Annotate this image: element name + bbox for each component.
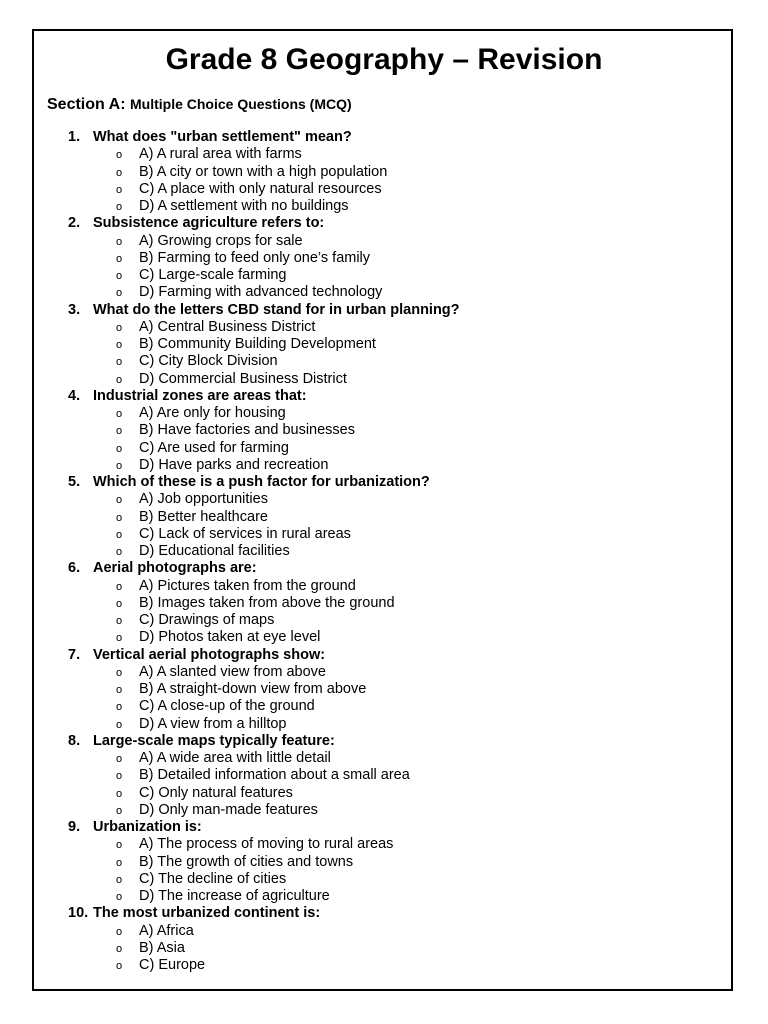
answer-option xyxy=(0,457,768,474)
answer-option xyxy=(0,785,768,802)
answer-option xyxy=(0,595,768,612)
answer-option xyxy=(0,336,768,353)
answer-option xyxy=(0,767,768,784)
circle-bullet-icon: o xyxy=(116,166,123,179)
answer-option xyxy=(0,871,768,888)
circle-bullet-icon: o xyxy=(116,270,123,282)
option-list xyxy=(0,491,768,560)
circle-bullet-icon: o xyxy=(116,753,123,765)
question-item xyxy=(0,647,768,733)
question-header xyxy=(0,560,768,577)
circle-bullet-icon: o xyxy=(116,856,123,869)
answer-option xyxy=(0,233,768,250)
answer-option xyxy=(0,578,768,595)
question-number: 3. xyxy=(68,301,81,318)
question-item xyxy=(0,129,768,215)
answer-option xyxy=(0,509,768,526)
circle-bullet-icon: o xyxy=(116,183,123,196)
answer-option xyxy=(0,940,768,957)
question-header xyxy=(0,905,768,922)
question-header xyxy=(0,733,768,750)
circle-bullet-icon: o xyxy=(116,339,123,351)
answer-option-text: C) Are used for farming xyxy=(139,439,289,456)
option-list xyxy=(0,405,768,474)
circle-bullet-icon: o xyxy=(116,252,123,265)
circle-bullet-icon: o xyxy=(116,960,123,972)
answer-option xyxy=(0,353,768,370)
question-number: 5. xyxy=(68,474,81,490)
question-item xyxy=(0,215,768,301)
answer-option-text: B) Farming to feed only one’s family xyxy=(139,249,371,266)
circle-bullet-icon: o xyxy=(116,425,123,438)
answer-option-text: D) Only man-made features xyxy=(139,801,318,818)
circle-bullet-icon: o xyxy=(116,546,123,558)
circle-bullet-icon: o xyxy=(116,511,123,524)
question-header xyxy=(0,215,768,232)
question-text: Which of these is a push factor for urbanization? xyxy=(93,474,430,490)
question-item xyxy=(0,474,768,560)
answer-option xyxy=(0,250,768,267)
answer-option-text: C) Drawings of maps xyxy=(139,612,275,628)
question-number: 2. xyxy=(68,215,81,232)
question-number: 6. xyxy=(68,560,81,577)
question-item xyxy=(0,905,768,974)
circle-bullet-icon: o xyxy=(116,770,123,783)
question-text: What does "urban settlement" mean? xyxy=(93,129,352,145)
answer-option xyxy=(0,319,768,336)
answer-option-text: A) Africa xyxy=(139,922,194,939)
question-number: 4. xyxy=(68,387,81,404)
section-heading xyxy=(47,94,352,115)
circle-bullet-icon: o xyxy=(116,804,123,817)
page-title: Grade 8 Geography – Revision xyxy=(165,43,603,76)
option-list xyxy=(0,750,768,819)
circle-bullet-icon: o xyxy=(116,873,123,886)
answer-option xyxy=(0,629,768,646)
answer-option xyxy=(0,526,768,543)
option-list xyxy=(0,836,768,905)
answer-option xyxy=(0,716,768,733)
answer-option-text: A) Pictures taken from the ground xyxy=(139,577,356,594)
answer-option xyxy=(0,405,768,422)
answer-option-text: D) Educational facilities xyxy=(139,543,290,559)
question-header xyxy=(0,388,768,405)
question-text: Vertical aerial photographs show: xyxy=(93,646,326,663)
circle-bullet-icon: o xyxy=(116,615,123,627)
answer-option-text: D) Have parks and recreation xyxy=(139,456,329,473)
answer-option-text: A) Central Business District xyxy=(139,318,316,335)
circle-bullet-icon: o xyxy=(116,701,123,714)
answer-option xyxy=(0,440,768,457)
circle-bullet-icon: o xyxy=(116,356,123,369)
option-list xyxy=(0,319,768,388)
question-header xyxy=(0,302,768,319)
answer-option xyxy=(0,164,768,181)
question-number: 1. xyxy=(68,129,81,145)
answer-option xyxy=(0,664,768,681)
answer-option xyxy=(0,181,768,198)
question-number: 7. xyxy=(68,646,81,663)
answer-option xyxy=(0,371,768,388)
question-header xyxy=(0,474,768,491)
answer-option xyxy=(0,284,768,301)
circle-bullet-icon: o xyxy=(116,839,123,852)
circle-bullet-icon: o xyxy=(116,287,123,300)
circle-bullet-icon: o xyxy=(116,528,123,541)
answer-option-text: D) Farming with advanced technology xyxy=(139,284,383,301)
answer-option xyxy=(0,957,768,974)
question-header xyxy=(0,129,768,146)
answer-option-text: C) Lack of services in rural areas xyxy=(139,525,351,542)
circle-bullet-icon: o xyxy=(116,580,123,593)
circle-bullet-icon: o xyxy=(116,597,123,610)
option-list xyxy=(0,664,768,733)
answer-option-text: A) A wide area with little detail xyxy=(139,750,331,766)
answer-option xyxy=(0,198,768,215)
answer-option xyxy=(0,750,768,767)
circle-bullet-icon: o xyxy=(116,235,123,248)
answer-option xyxy=(0,491,768,508)
option-list xyxy=(0,146,768,215)
answer-option-text: C) The decline of cities xyxy=(139,870,287,887)
answer-option-text: C) Only natural features xyxy=(139,784,293,801)
circle-bullet-icon: o xyxy=(116,891,123,903)
answer-option xyxy=(0,888,768,905)
section-subtitle: Multiple Choice Questions (MCQ) xyxy=(129,96,352,112)
answer-option-text: B) The growth of cities and towns xyxy=(139,853,354,870)
circle-bullet-icon: o xyxy=(116,149,123,162)
option-list xyxy=(0,923,768,975)
question-text: Large-scale maps typically feature: xyxy=(93,732,335,749)
answer-option-text: B) Community Building Development xyxy=(139,336,376,352)
answer-option xyxy=(0,923,768,940)
circle-bullet-icon: o xyxy=(116,787,123,800)
answer-option-text: D) The increase of agriculture xyxy=(139,888,330,904)
circle-bullet-icon: o xyxy=(116,718,123,731)
answer-option xyxy=(0,146,768,163)
circle-bullet-icon: o xyxy=(116,684,123,696)
answer-option xyxy=(0,543,768,560)
circle-bullet-icon: o xyxy=(116,942,123,955)
circle-bullet-icon: o xyxy=(116,201,123,213)
question-item xyxy=(0,733,768,819)
circle-bullet-icon: o xyxy=(116,321,123,334)
question-header xyxy=(0,647,768,664)
circle-bullet-icon: o xyxy=(116,373,123,386)
answer-option-text: C) Europe xyxy=(139,957,206,973)
answer-option-text: B) Asia xyxy=(139,939,185,956)
answer-option-text: B) A straight-down view from above xyxy=(139,681,367,697)
answer-option-text: C) Large-scale farming xyxy=(139,267,287,283)
question-item xyxy=(0,388,768,474)
circle-bullet-icon: o xyxy=(116,666,123,679)
circle-bullet-icon: o xyxy=(116,494,123,507)
answer-option-text: B) Detailed information about a small area xyxy=(139,767,410,784)
answer-option-text: C) A close-up of the ground xyxy=(139,698,315,715)
answer-option-text: A) Growing crops for sale xyxy=(139,232,303,249)
answer-option-text: B) Have factories and businesses xyxy=(139,422,355,439)
answer-option xyxy=(0,612,768,629)
answer-option xyxy=(0,267,768,284)
answer-option-text: A) Are only for housing xyxy=(139,405,286,421)
circle-bullet-icon: o xyxy=(116,459,123,472)
question-number: 8. xyxy=(68,732,81,749)
question-text: Industrial zones are areas that: xyxy=(93,387,307,404)
answer-option xyxy=(0,802,768,819)
answer-option-text: A) The process of moving to rural areas xyxy=(139,836,394,853)
question-text: Subsistence agriculture refers to: xyxy=(93,215,325,232)
question-item xyxy=(0,302,768,388)
question-text: The most urbanized continent is: xyxy=(93,905,321,922)
answer-option-text: A) A rural area with farms xyxy=(139,146,302,163)
circle-bullet-icon: o xyxy=(116,632,123,645)
answer-option-text: A) Job opportunities xyxy=(139,491,268,508)
answer-option-text: B) A city or town with a high population xyxy=(139,163,388,180)
circle-bullet-icon: o xyxy=(116,442,123,455)
question-number: 10. xyxy=(68,905,89,922)
circle-bullet-icon: o xyxy=(116,925,123,938)
answer-option-text: D) Photos taken at eye level xyxy=(139,629,321,646)
answer-option xyxy=(0,681,768,698)
answer-option-text: B) Images taken from above the ground xyxy=(139,594,395,611)
answer-option-text: B) Better healthcare xyxy=(139,508,268,525)
answer-option xyxy=(0,836,768,853)
circle-bullet-icon: o xyxy=(116,408,123,420)
question-item xyxy=(0,819,768,905)
answer-option-text: C) A place with only natural resources xyxy=(139,180,382,197)
question-list xyxy=(0,129,768,974)
answer-option-text: D) A view from a hilltop xyxy=(139,715,287,732)
answer-option-text: C) City Block Division xyxy=(139,353,278,370)
answer-option xyxy=(0,854,768,871)
question-text: Urbanization is: xyxy=(93,819,202,835)
answer-option-text: D) Commercial Business District xyxy=(139,370,347,387)
option-list xyxy=(0,233,768,302)
section-name: Section A: xyxy=(47,96,126,113)
answer-option-text: A) A slanted view from above xyxy=(139,663,326,680)
question-text: What do the letters CBD stand for in urban planning? xyxy=(93,301,460,318)
answer-option xyxy=(0,422,768,439)
question-number: 9. xyxy=(68,819,81,835)
option-list xyxy=(0,578,768,647)
question-item xyxy=(0,560,768,646)
question-header xyxy=(0,819,768,836)
question-text: Aerial photographs are: xyxy=(93,560,257,577)
answer-option-text: D) A settlement with no buildings xyxy=(139,198,349,214)
answer-option xyxy=(0,698,768,715)
